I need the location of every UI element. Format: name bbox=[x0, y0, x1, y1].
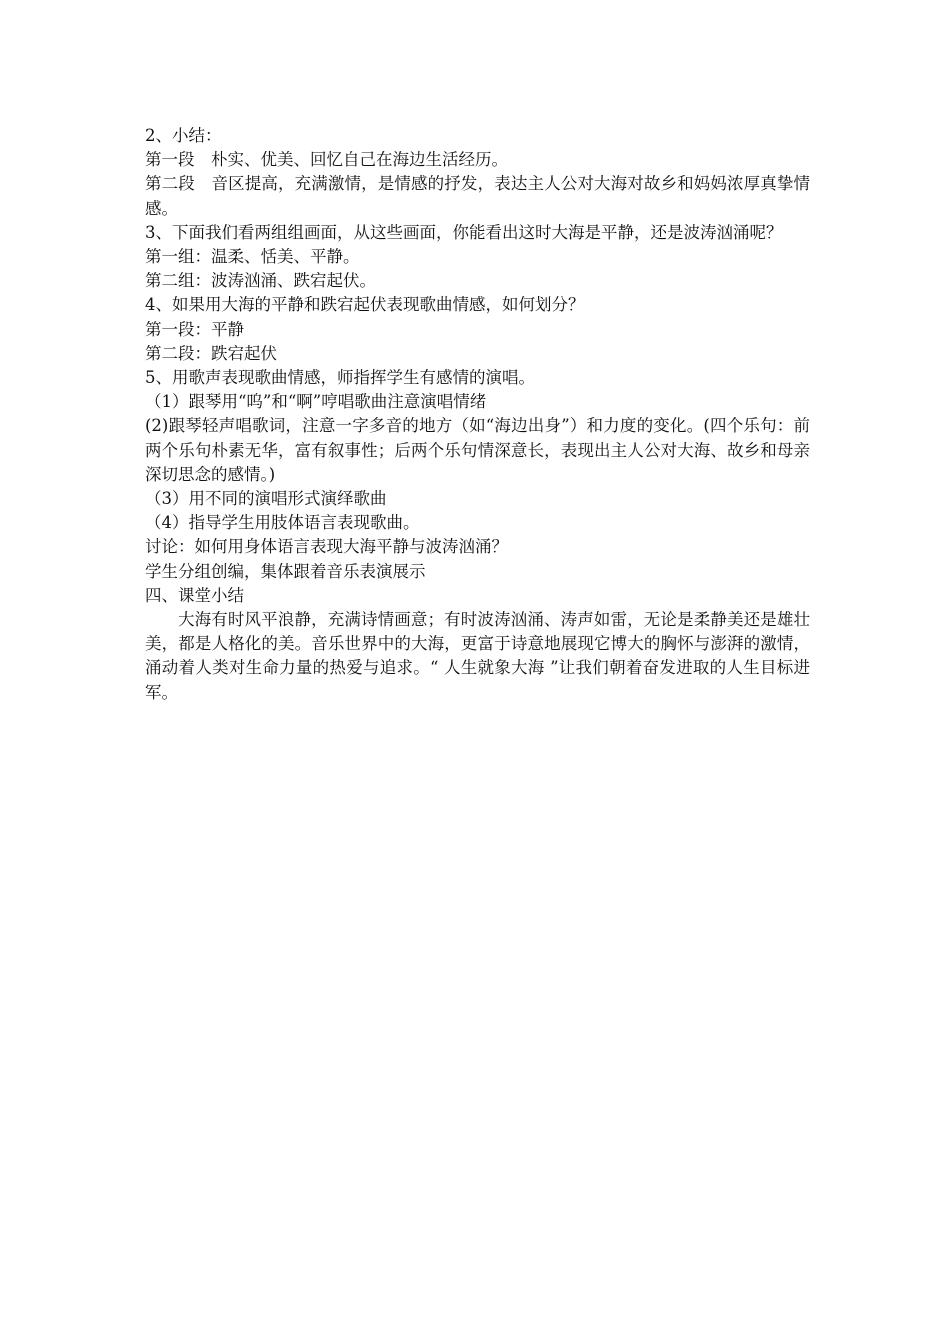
paragraph-step-1: （1）跟琴用“呜”和“啊”哼唱歌曲注意演唱情绪 bbox=[145, 392, 487, 412]
paragraph-section-two: 第二段 音区提高，充满激情，是情感的抒发，表达主人公对大海对故乡和妈妈浓厚真挚情感。 bbox=[145, 174, 810, 218]
paragraph-group-two: 第二组：波涛汹涌、跌宕起伏。 bbox=[145, 271, 376, 291]
paragraph-group-performance: 学生分组创编，集体跟着音乐表演展示 bbox=[145, 561, 426, 581]
paragraph-step-4: （4）指导学生用肢体语言表现歌曲。 bbox=[145, 513, 420, 533]
paragraph-part-one-calm: 第一段：平静 bbox=[145, 319, 244, 339]
paragraph-singing-emotion: 5、用歌声表现歌曲情感，师指挥学生有感情的演唱。 bbox=[145, 368, 535, 388]
paragraph-step-3: （3）用不同的演唱形式演绎歌曲 bbox=[145, 489, 387, 509]
document-body bbox=[145, 124, 810, 705]
paragraph-question-division: 4、如果用大海的平静和跌宕起伏表现歌曲情感，如何划分？ bbox=[145, 295, 585, 315]
heading-summary: 2、小结： bbox=[145, 126, 222, 145]
paragraph-step-2: (2)跟琴轻声唱歌词，注意一字多音的地方（如“海边出身”）和力度的变化。(四个乐句：前两个乐句朴素无华，富有叙事性；后两个乐句情深意长，表现出主人公对大海、故乡和母亲深切思念的感情。) bbox=[145, 416, 810, 484]
paragraph-question-pictures: 3、下面我们看两组组画面，从这些画面，你能看出这时大海是平静，还是波涛汹涌呢？ bbox=[145, 222, 783, 242]
paragraph-closing-summary: 大海有时风平浪静，充满诗情画意；有时波涛汹涌、涛声如雷，无论是柔静美还是雄壮美，都是人格化的美。音乐世界中的大海，更富于诗意地展现它博大的胸怀与澎湃的激情，涌动着人类对生命力量的热爱与追求。“ 人生就象大海 ”让我们朝着奋发进取的人生目标进军。 bbox=[145, 610, 810, 702]
paragraph-discussion: 讨论：如何用身体语言表现大海平静与波涛汹涌？ bbox=[145, 537, 508, 557]
paragraph-part-two-rough: 第二段：跌宕起伏 bbox=[145, 343, 277, 363]
heading-class-summary: 四、课堂小结 bbox=[145, 585, 244, 605]
paragraph-group-one: 第一组：温柔、恬美、平静。 bbox=[145, 247, 360, 267]
paragraph-section-one: 第一段 朴实、优美、回忆自己在海边生活经历。 bbox=[145, 150, 508, 170]
